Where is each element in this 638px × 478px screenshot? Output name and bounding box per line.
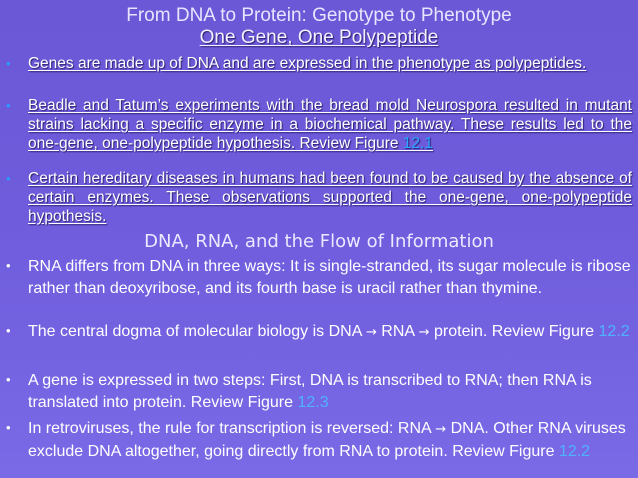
slide-title: From DNA to Protein: Genotype to Phenotype: [126, 5, 512, 26]
arrow-icon: →: [418, 325, 430, 340]
bullet-text: Certain hereditary diseases in humans had been found to be caused by the absence of certain enzymes. These observations supported the one-gene, one-polypeptide hypothesis.: [28, 170, 632, 225]
figure-link[interactable]: 12.2: [598, 323, 630, 340]
bullet-icon: •: [6, 372, 11, 387]
bullet-text: Genes are made up of DNA and are expressed in the phenotype as polypeptides.: [28, 55, 587, 72]
figure-link[interactable]: 12.1: [402, 135, 433, 152]
figure-link[interactable]: 12.3: [297, 394, 329, 411]
bullet-text: RNA differs from DNA in three ways: It is single-stranded, its sugar molecule is ribose rather than deoxyribose, and its fourth base is uracil rather than thymine.: [28, 258, 631, 297]
bullet-icon: •: [6, 420, 11, 435]
figure-link[interactable]: 12.2: [558, 443, 591, 460]
bullet-text: A gene is expressed in two steps: First, DNA is transcribed to RNA; then RNA is translated into protein. Review Figure 12.3: [28, 372, 592, 411]
bullet-icon: •: [6, 258, 11, 273]
arrow-icon: →: [365, 325, 377, 340]
section-heading-one-gene: One Gene, One Polypeptide: [199, 27, 439, 48]
bullet-icon: •: [6, 171, 11, 186]
arrow-icon: →: [435, 422, 447, 437]
section-heading-flow: DNA, RNA, and the Flow of Information: [144, 231, 494, 252]
bullet-text: Beadle and Tatum’s experiments with the bread mold Neurospora resulted in mutant strains lacking a specific enzyme in a biochemical pathway. These results led to the one-gene, one-polypeptide hypothesis. Review Figure 12.1: [28, 97, 632, 152]
bullet-text: The central dogma of molecular biology is DNA → RNA → protein. Review Figure 12.2: [28, 323, 630, 340]
bullet-icon: •: [6, 323, 11, 338]
bullet-text: In retroviruses, the rule for transcription is reversed: RNA → DNA. Other RNA viruses exclude DNA altogether, going directly from RNA to protein. Review Figure 12.2: [28, 420, 626, 460]
bullet-icon: •: [6, 98, 11, 113]
bullet-icon: •: [6, 56, 11, 71]
